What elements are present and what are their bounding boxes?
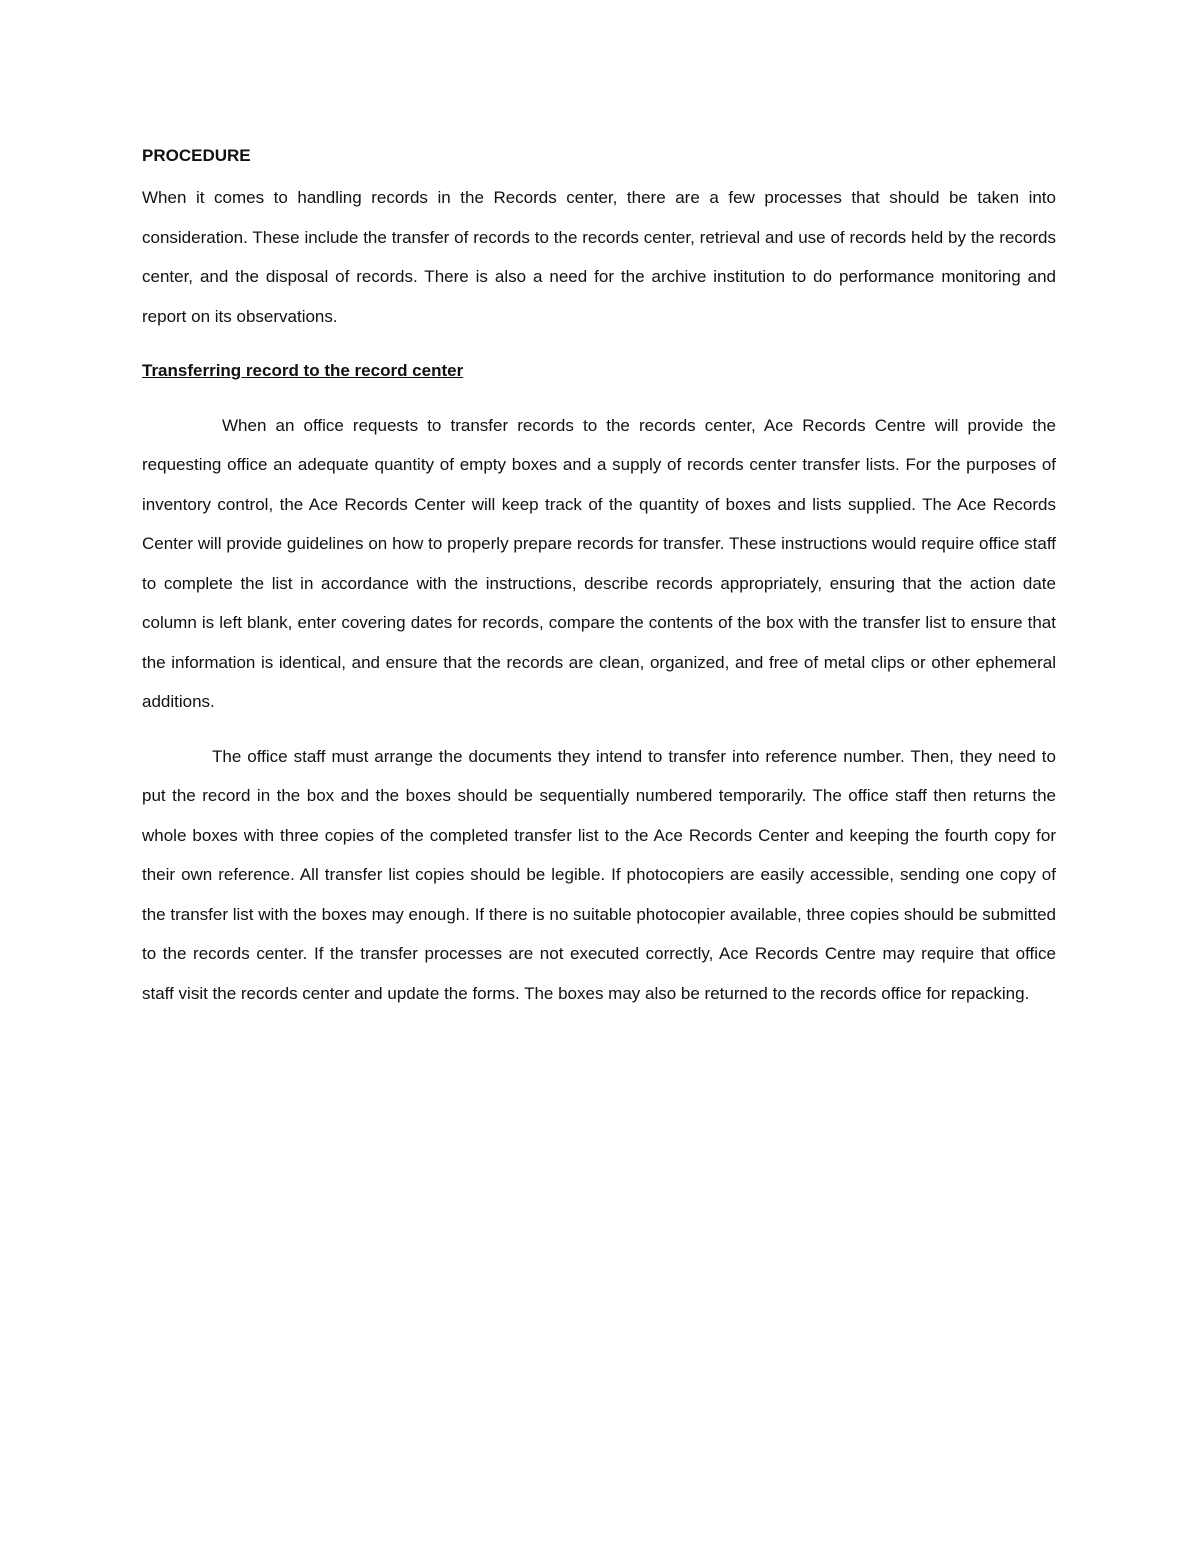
- intro-paragraph: When it comes to handling records in the Records center, there are a few processes that should be taken into consideration. These include the transfer of records to the records center, retrieval and use of records held by the records center, and the disposal of records. There is also a need for the archive institution to do performance monitoring and report on its observations.: [142, 188, 1056, 326]
- section-title: Transferring record to the record center: [142, 361, 464, 380]
- section-paragraph-1: When an office requests to transfer records to the records center, Ace Records Centre will provide the requesting office an adequate quantity of empty boxes and a supply of records center transfer lists. For the purposes of inventory control, the Ace Records Center will keep track of the quantity of boxes and lists supplied. The Ace Records Center will provide guidelines on how to properly prepare records for transfer. These instructions would require office staff to complete the list in accordance with the instructions, describe records appropriately, ensuring that the action date column is left blank, enter covering dates for records, compare the contents of the box with the transfer list to ensure that the information is identical, and ensure that the records are clean, organized, and free of metal clips or other ephemeral additions.: [142, 415, 1056, 711]
- document-body: [142, 146, 1056, 1013]
- document-heading: PROCEDURE: [142, 146, 251, 165]
- section-paragraph-2: The office staff must arrange the documents they intend to transfer into reference number. Then, they need to put the record in the box and the boxes should be sequentially numbered temporarily. The office staff then returns the whole boxes with three copies of the completed transfer list to the Ace Records Center and keeping the fourth copy for their own reference. All transfer list copies should be legible. If photocopiers are easily accessible, sending one copy of the transfer list with the boxes may enough. If there is no suitable photocopier available, three copies should be submitted to the records center. If the transfer processes are not executed correctly, Ace Records Centre may require that office staff visit the records center and update the forms. The boxes may also be returned to the records office for repacking.: [142, 746, 1056, 1003]
